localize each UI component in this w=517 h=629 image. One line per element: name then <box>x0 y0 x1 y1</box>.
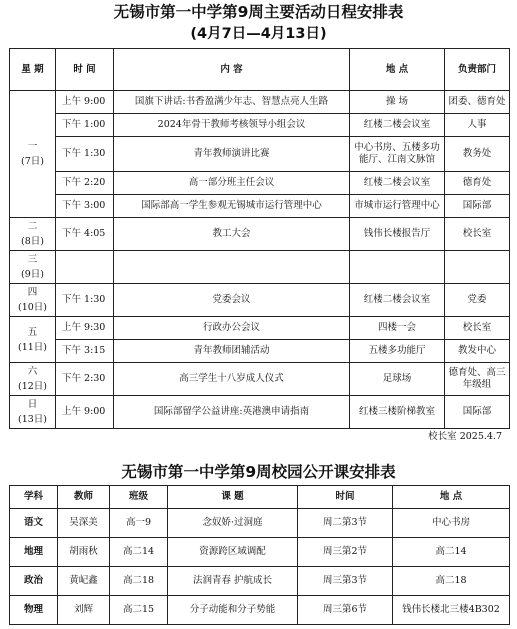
header-dept: 负责部门 <box>445 49 510 91</box>
teacher-cell: 黄屺鑫 <box>58 567 110 596</box>
subject-cell: 语文 <box>10 509 58 538</box>
dept-cell: 校长室 <box>445 218 510 251</box>
header-day: 星 期 <box>10 49 56 91</box>
table-row <box>10 317 510 340</box>
content-cell: 国旗下讲话:书香盈满少年志、智慧点亮人生路 <box>114 91 350 114</box>
content-cell: 高三学生十八岁成人仪式 <box>114 363 350 396</box>
time-cell: 周三第6节 <box>298 596 393 625</box>
table-row <box>10 251 510 284</box>
header-time: 时间 <box>298 486 393 509</box>
content-cell: 教工大会 <box>114 218 350 251</box>
place-cell: 红楼二楼会议室 <box>350 172 445 195</box>
place-cell: 高二18 <box>393 567 510 596</box>
time-cell <box>56 251 114 284</box>
place-cell: 中心书房、五楼多功能厅、江南文脉馆 <box>350 137 445 172</box>
place-cell: 钱伟长楼报告厅 <box>350 218 445 251</box>
open-class-header-row <box>10 486 510 509</box>
content-cell: 青年教师演讲比赛 <box>114 137 350 172</box>
date-range: (4月7日—4月13日) <box>190 26 327 42</box>
day-cell: 五 (11日) <box>10 317 56 363</box>
content-cell <box>114 251 350 284</box>
header-content: 内 容 <box>114 49 350 91</box>
content-cell: 2024年骨干教师考核领导小组会议 <box>114 114 350 137</box>
dept-cell: 党委 <box>445 284 510 317</box>
day-cell: 一 (7日) <box>10 91 56 218</box>
schedule-header-row <box>10 49 510 91</box>
place-cell: 钱伟长楼北三楼4B302 <box>393 596 510 625</box>
place-cell <box>350 251 445 284</box>
time-cell: 下午 1:30 <box>56 284 114 317</box>
time-cell: 下午 2:20 <box>56 172 114 195</box>
time-cell: 周三第2节 <box>298 538 393 567</box>
teacher-cell: 刘辉 <box>58 596 110 625</box>
class-cell: 高二14 <box>110 538 168 567</box>
topic-cell: 分子动能和分子势能 <box>168 596 298 625</box>
subject-cell: 物理 <box>10 596 58 625</box>
open-class-table <box>9 485 510 625</box>
topic-cell: 资源跨区域调配 <box>168 538 298 567</box>
time-cell: 上午 9:30 <box>56 317 114 340</box>
table-row <box>10 172 510 195</box>
dept-cell: 国际部 <box>445 195 510 218</box>
dept-cell: 校长室 <box>445 317 510 340</box>
table-row <box>10 538 510 567</box>
table-row <box>10 567 510 596</box>
table-row <box>10 91 510 114</box>
day-cell: 三 (9日) <box>10 251 56 284</box>
time-cell: 周三第3节 <box>298 567 393 596</box>
day-cell: 日 (13日) <box>10 396 56 429</box>
dept-cell: 团委、德育处 <box>445 91 510 114</box>
place-cell: 五楼多功能厅 <box>350 340 445 363</box>
content-cell: 高一部分班主任会议 <box>114 172 350 195</box>
class-cell: 高二15 <box>110 596 168 625</box>
header-subject: 学科 <box>10 486 58 509</box>
table-row <box>10 340 510 363</box>
table-row <box>10 596 510 625</box>
content-cell: 青年教师团辅活动 <box>114 340 350 363</box>
topic-cell: 念奴娇·过洞庭 <box>168 509 298 538</box>
header-teacher: 教师 <box>58 486 110 509</box>
place-cell: 市城市运行管理中心 <box>350 195 445 218</box>
time-cell: 下午 3:15 <box>56 340 114 363</box>
content-cell: 行政办公会议 <box>114 317 350 340</box>
table-row <box>10 218 510 251</box>
teacher-cell: 胡雨秋 <box>58 538 110 567</box>
table-row <box>10 396 510 429</box>
content-cell: 国际部高一学生参观无锡城市运行管理中心 <box>114 195 350 218</box>
place-cell: 红楼二楼会议室 <box>350 114 445 137</box>
content-cell: 党委会议 <box>114 284 350 317</box>
table-row <box>10 363 510 396</box>
time-cell: 上午 9:00 <box>56 91 114 114</box>
dept-cell: 人事 <box>445 114 510 137</box>
table-row <box>10 284 510 317</box>
class-cell: 高二18 <box>110 567 168 596</box>
time-cell: 下午 2:30 <box>56 363 114 396</box>
header-time: 时 间 <box>56 49 114 91</box>
place-cell: 操 场 <box>350 91 445 114</box>
place-cell: 高二14 <box>393 538 510 567</box>
place-cell: 红楼二楼会议室 <box>350 284 445 317</box>
table-row <box>10 114 510 137</box>
dept-cell: 教发中心 <box>445 340 510 363</box>
subject-cell: 地理 <box>10 538 58 567</box>
content-cell: 国际部留学公益讲座:英港澳申请指南 <box>114 396 350 429</box>
class-cell: 高一9 <box>110 509 168 538</box>
day-cell: 六 (12日) <box>10 363 56 396</box>
time-cell: 周二第3节 <box>298 509 393 538</box>
place-cell: 红楼三楼阶梯教室 <box>350 396 445 429</box>
dept-cell <box>445 251 510 284</box>
time-cell: 下午 4:05 <box>56 218 114 251</box>
teacher-cell: 吴深美 <box>58 509 110 538</box>
table-row <box>10 509 510 538</box>
topic-cell: 法润青春 护航成长 <box>168 567 298 596</box>
day-cell: 二 (8日) <box>10 218 56 251</box>
dept-cell: 教务处 <box>445 137 510 172</box>
open-class-title: 无锡市第一中学第9周校园公开课安排表 <box>121 463 396 481</box>
schedule-title: 无锡市第一中学第9周主要活动日程安排表 <box>113 3 404 21</box>
day-cell: 四 (10日) <box>10 284 56 317</box>
header-topic: 课 题 <box>168 486 298 509</box>
schedule-table <box>9 48 510 429</box>
signature: 校长室 2025.4.7 <box>428 431 502 442</box>
table-row <box>10 195 510 218</box>
place-cell: 足球场 <box>350 363 445 396</box>
time-cell: 下午 1:30 <box>56 137 114 172</box>
time-cell: 下午 1:00 <box>56 114 114 137</box>
dept-cell: 德育处、高三年级组 <box>445 363 510 396</box>
dept-cell: 德育处 <box>445 172 510 195</box>
header-place: 地 点 <box>350 49 445 91</box>
header-class: 班级 <box>110 486 168 509</box>
header-place: 地 点 <box>393 486 510 509</box>
time-cell: 上午 9:00 <box>56 396 114 429</box>
subject-cell: 政治 <box>10 567 58 596</box>
place-cell: 中心书房 <box>393 509 510 538</box>
place-cell: 四楼一会 <box>350 317 445 340</box>
dept-cell: 国际部 <box>445 396 510 429</box>
time-cell: 下午 3:00 <box>56 195 114 218</box>
table-row <box>10 137 510 172</box>
